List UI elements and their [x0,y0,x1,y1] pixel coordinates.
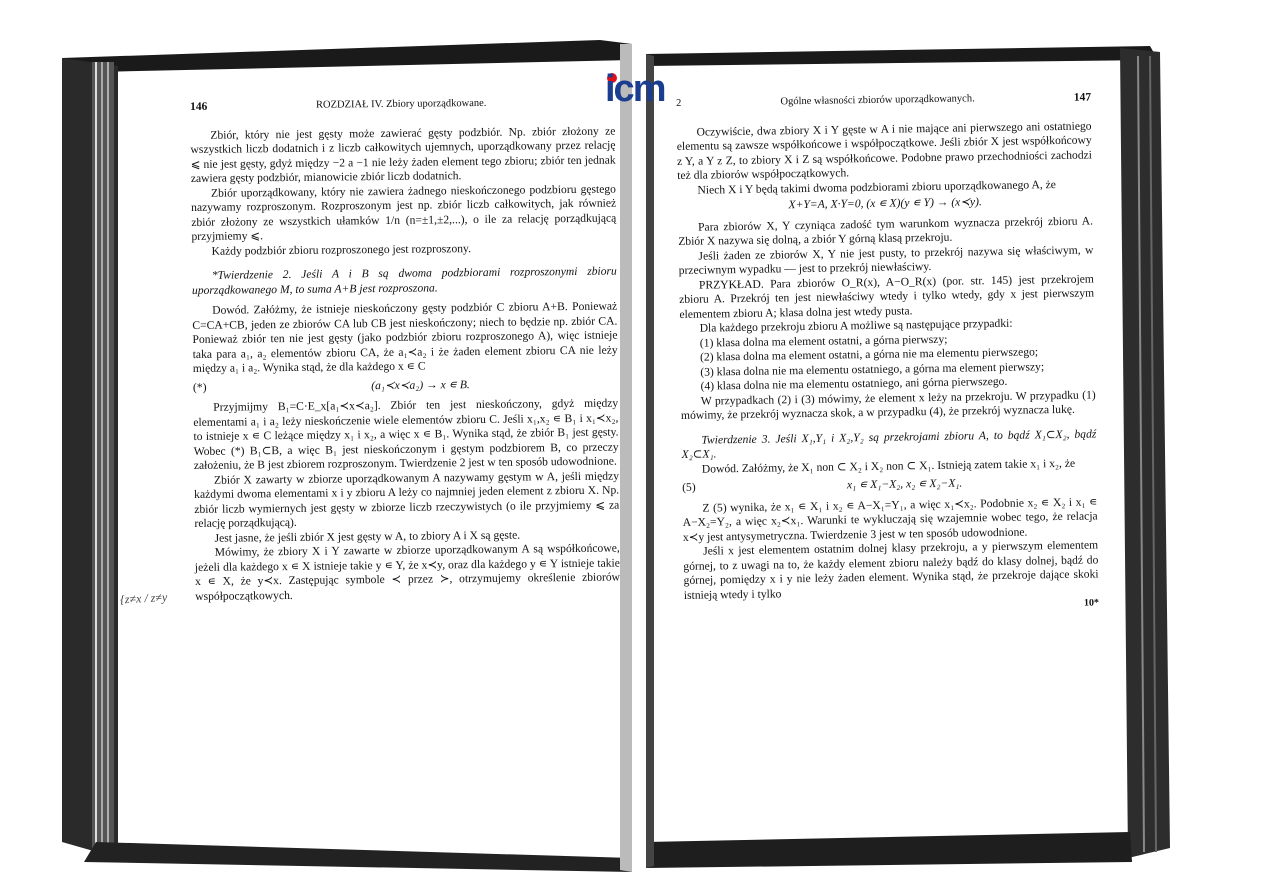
formula-tag: (5) [682,480,696,494]
list-item: (3) klasa dolna nie ma elementu ostatniego, a górna ma element pierwszy; [700,359,1045,379]
left-page [190,96,620,604]
formula-cut: X+Y=A, X·Y=0, (x ∊ X)(y ∊ Y) → (x≺y). [788,195,982,212]
formula-expression: x₁ ∊ X₁−X₂, x₂ ∊ X₂−X₁. [846,476,963,492]
right-page-number: 147 [1073,91,1092,104]
paragraph: Mówimy, że zbiory X i Y zawarte w zbiorze uporządkowanym A są współkońcowe, jeżeli dla każdego x ∊ X istnieje takie y ∊ Y, że x≺y, oraz dla każdego y ∊ Y istnieje takie x ∊ X, że y≺x. Zastępując symbole ≺ przez ≻, otrzymujemy określenie zbiorów współpoczątkowych. [194,541,621,603]
formula-expression: (a₁≺x≺a₂) → x ∊ B. [371,377,470,392]
paragraph: Jeśli żaden ze zbiorów X, Y nie jest pusty, to przekrój nazywa się właściwym, w przeciwnym wypadku — jest to przekrój niewłaściwy. [678,242,1094,277]
right-page-gutter [646,54,654,868]
right-page-shadow-top [646,46,1158,66]
paragraph: Oczywiście, dwa zbiory X i Y gęste w A i nie mające ani pierwszego ani ostatniego elementu są zawsze współkońcowe i współpoczątkowe. Jeśli zbiór X jest współkońcowy z Y, a Y z Z, to zbiory X i Z są współkońcowe. Podobne prawo przechodniości zachodzi też dla zbiorów współpoczątkowych. [676,118,1093,182]
list-item: (1) klasa dolna ma element ostatni, a górna pierwszy; [699,332,948,350]
formula-5 [682,474,1097,495]
paragraph: Zbiór, który nie jest gęsty może zawierać gęsty podzbiór. Np. zbiór złożony ze wszystkich liczb dodatnich i z liczb całkowitych ujemnych, uporządkowany przez relację ⩽ nie jest gęsty, gdyż między −2 a −1 nie leży żaden element tego zbioru; zbiór ten jednak zawiera gęsty podzbiór, mianowicie zbiór liczb dodatnich. [190,124,616,185]
left-page-shadow-top [62,40,632,72]
paragraph: Każdy podzbiór zbioru rozproszonego jest rozproszony. [211,241,472,258]
proof-paragraph: Dowód. Załóżmy, że X₁ non ⊂ X₂ i X₂ non ⊂ X₁. Istnieją zatem takie x₁ i x₂, że [701,456,1076,476]
handwritten-margin-note: {z≠x / z≠y [119,590,168,607]
left-chapter-title: ROZDZIAŁ IV. Zbiory uporządkowane. [315,97,487,111]
paragraph: Para zbiorów X, Y czyniąca zadość tym warunkom wyznacza przekrój zbioru A. Zbiór X nazywa się dolną, a zbiór Y górną klasą przekroju. [678,213,1094,248]
paragraph: W przypadkach (2) i (3) mówimy, że element x leży na przekroju. W przypadku (1) mówimy, że przekrój wyznacza skok, a w przypadku (4), że przekrój wyznacza lukę. [680,387,1096,422]
paragraph: Zbiór X zawarty w zbiorze uporządkowanym A nazywamy gęstym w A, jeśli między każdymi dwoma elementami x i y zbioru A leży co najmniej jeden element z zbioru X. Np. zbiór liczb wymiernych jest gęsty w zbiorze liczb rzeczywistych (o ile przyjmiemy ⩽ za relację porządkującą). [194,469,620,530]
right-page [676,90,1099,617]
paragraph: Jeśli x jest elementem ostatnim dolnej klasy przekroju, a y pierwszym elementem górnej, to z uwagi na to, że każdy element zbioru należy bądź do klasy dolnej, bądź do górnej, pomiędzy x i y nie leży żaden element. Wynika stąd, że przekroje dające skoki istnieją wtedy i tylko [683,538,1099,602]
example-paragraph: PRZYKŁAD. Para zbiorów O_R(x), A−O_R(x) (por. str. 145) jest przekrojem zbioru A. Przekrój ten jest niewłaściwy wtedy i tylko wtedy, gdy x jest pierwszym elementem zbioru A; klasa dolna jest wtedy pusta. [679,271,1095,321]
right-running-head-left: 2 [676,97,682,109]
list-item: (2) klasa dolna ma element ostatni, a górna nie ma elementu pierwszego; [699,345,1039,364]
right-section-title: Ogólne własności zbiorów uporządkowanych. [780,93,975,108]
paragraph: Dla każdego przekroju zbioru A możliwe są następujące przypadki: [699,316,1013,335]
paragraph: Jest jasne, że jeśli zbiór X jest gęsty w A, to zbiory A i X są gęste. [214,528,521,545]
formula-tag: (*) [192,380,207,394]
formula-star [193,376,618,395]
list-item: (4) klasa dolna nie ma elementu ostatniego, ani górna pierwszego. [700,374,1008,393]
signature-mark: 10* [1083,597,1100,609]
paragraph: Z (5) wynika, że x₁ ∊ X₁ i x₂ ∊ A−X₁=Y₁, a więc x₁≺x₂. Podobnie x₂ ∊ X₂ i x₁ ∊ A−X₂=Y₂, a więc x₂≺x₁. Warunki te wykluczają się wzajemnie wobec tego, że relacja x≺y jest antysymetryczna. Twierdzenie 3 jest w ten sposób udowodnione. [682,494,1098,544]
theorem-2: *Twierdzenie 2. Jeśli A i B są dwoma podzbiorami rozproszonymi zbioru uporządkowanego M, to suma A+B jest rozproszona. [191,264,617,297]
right-page-edge [1120,48,1170,858]
paragraph: Zbiór uporządkowany, który nie zawiera żadnego nieskończonego podzbioru gęstego nazywamy rozproszonym. Rozproszonym jest np. zbiór liczb całkowitych, jak również zbiór złożony ze wszystkich ułamków 1/n (n=±1,±2,...), o ile za relację porządkującą przyjmiemy ⩽. [191,182,617,243]
left-page-shadow-bottom [84,842,632,872]
left-page-gutter [620,44,632,872]
left-running-head [190,96,615,115]
cases-list [680,330,1096,395]
right-page-shadow-bottom [646,832,1132,868]
paragraph: Niech X i Y będą takimi dwoma podzbiorami zbioru uporządkowanego A, że [697,177,1056,197]
theorem-3: Twierdzenie 3. Jeśli X₁,Y₁ i X₂,Y₂ są przekrojami zbioru A, to bądź X₁⊂X₂, bądź X₂⊂X₁. [681,426,1097,461]
proof-paragraph: Dowód. Załóżmy, że istnieje nieskończony gęsty podzbiór C zbioru A+B. Ponieważ C=CA+CB, jeden ze zbiorów CA lub CB jest nieskończony; niech to będzie np. zbiór CA. Ponieważ zbiór ten nie jest gęsty (jako podzbiór zbioru rozproszonego A), więc istnieje taka para a₁, a₂ elementów zbioru CA, że a₁≺a₂ i że żaden element zbioru CA nie leży między a₁ i a₂. Wynika stąd, że dla każdego x ∊ C [192,299,618,375]
paragraph: Przyjmijmy B₁=C·E_x[a₁≺x≺a₂]. Zbiór ten jest nieskończony, gdyż między elementami a₁ i a₂ leży nieskończenie wiele elementów zbioru C. Jeśli x₁,x₂ ∊ B₁ i x₁≺x₂, to istnieje x ∊ C leżące między x₁ i x₂, a więc x ∊ B₁. Wynika stąd, że zbiór B₁ jest gęsty. Wobec (*) B₁⊂B, a więc B₁ jest nieskończonym i gęstym podzbiorem B, co przeczy założeniu, że B jest zbiorem rozproszonym. Twierdzenie 2 jest w ten sposób udowodnione. [193,396,619,472]
logo-text: icm [605,68,665,110]
left-page-number: 146 [190,100,208,113]
